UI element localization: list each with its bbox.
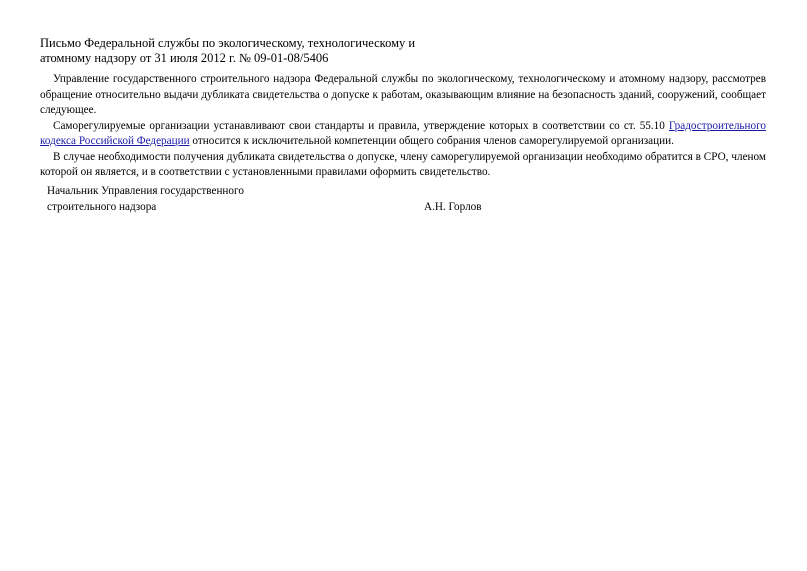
document-body: [40, 36, 766, 181]
urban-planning-code-link[interactable]: Градостроительного кодекса Российской Федерации: [40, 119, 766, 147]
document-title: [40, 36, 766, 66]
signatory-name: А.Н. Горлов: [424, 200, 482, 213]
paragraph-2-text-before: Саморегулируемые организации устанавливают свои стандарты и правила, утверждение которых в соответствии со ст. 55.10: [53, 119, 669, 132]
document-title-line-1: Письмо Федеральной службы по экологическому, технологическому и: [40, 36, 416, 50]
signatory-position-line-2: строительного надзора: [47, 200, 157, 213]
paragraph-1: Управление государственного строительного надзора Федеральной службы по экологическому, технологическому и атомному надзору, рассмотрев обращение относительно выдачи дубликата свидетельства о допуске к работам, оказывающим влияние на безопасность зданий, сооружений, сообщает следующее.: [40, 73, 766, 116]
signature-block: [47, 184, 507, 215]
paragraph-2-text-after: относится к исключительной компетенции общего собрания членов саморегулируемой организации.: [189, 135, 674, 147]
paragraph-2: [40, 119, 766, 150]
document-title-line-2: атомному надзору от 31 июля 2012 г. № 09-01-08/5406: [40, 51, 329, 65]
paragraph-3: В случае необходимости получения дубликата свидетельства о допуске, члену саморегулируемой организации необходимо обратится в СРО, членом которой он является, и в соответствии с установленными правилами оформить свидетельство.: [40, 150, 766, 178]
signatory-position-line-1: Начальник Управления государственного: [47, 185, 244, 197]
